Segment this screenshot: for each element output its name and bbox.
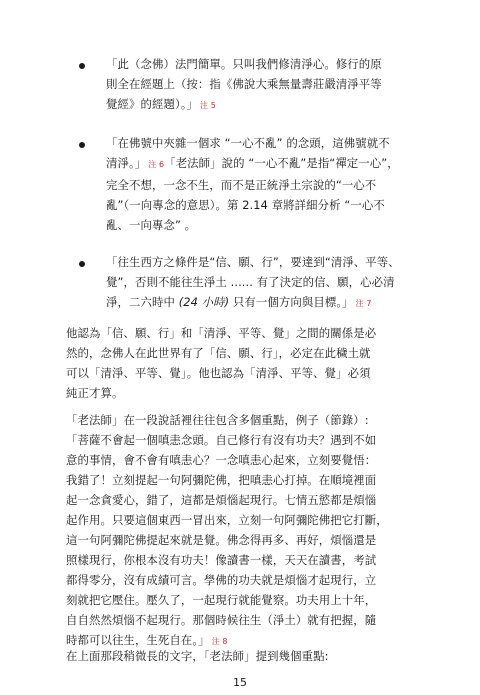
bullet-text [106,133,439,235]
footnote-ref[interactable]: 注 8 [211,637,228,646]
text-line: 起作用。只要這個東西一冒出來，立刻一句阿彌陀佛把它打斷， [66,513,388,527]
bullet-dot-icon [79,63,85,69]
text-line [106,94,439,116]
bullet-list [79,54,439,331]
page-number: 15 [233,676,247,689]
text-line: 亂、一向專念” 。 [106,218,197,232]
italic-text: (24 小時) [178,295,230,309]
text-line [106,153,439,175]
text-line: 都得零分，沒有成績可言。學佛的功夫就是煩惱才起現行，立 [66,573,377,587]
text-line: 照樣現行，你根本沒有功夫！像讀書一樣，天天在讀書，考試 [66,553,377,567]
text-line: 「在佛號中夾雜一個求 “一心不亂” 的念頭，這佛號就不 [106,136,390,150]
text-line: 意的事情，會不會有嗔恚心？一念嗔恚心起來，立刻要覺悟： [66,453,377,467]
text-line: 「往生西方之條件是“信、願、行”，要達到“清淨、平等、 [106,255,400,269]
bullet-item-3 [79,252,439,314]
text-line: 在上面那段稍微長的文字，「老法師」提到幾個重點: [66,649,329,663]
footnote-ref[interactable]: 注 5 [200,101,216,110]
text-segment: 只有一個方向與目標。」 [232,295,354,309]
text-line: 「菩薩不會起一個嗔恚念頭。自己修行有沒有功夫？遇到不如 [66,433,377,447]
text-line: 自自然然煩惱不起現行。那個時候往生（淨土）就有把握，隨 [66,613,377,627]
bullet-dot-icon [79,142,85,148]
bullet-item-1 [79,54,439,116]
text-line: 然的，念佛人在此世界有了「信、願、行」，必定在此穢土就 [66,346,371,360]
text-line: 我錯了！立刻提起一句阿彌陀佛，把嗔恚心打掉。在順境裡面 [66,473,377,487]
text-segment: 淨，二六時中 [106,295,175,309]
text-line: 起一念貪愛心，錯了，這都是煩惱起現行。七情五慾都是煩惱 [66,493,377,507]
text-line [106,292,439,314]
text-segment: 覺經》的經題）。」 [106,97,199,111]
bullet-dot-icon [79,261,85,267]
footnote-ref[interactable]: 注 7 [355,299,372,308]
text-line: 完全不想，一念不生，而不是正統淨土宗說的“一心不 [106,178,377,192]
text-line: 他認為「信、願、行」和「清淨、平等、覺」之間的關係是必 [66,326,377,340]
bullet-text [106,252,439,314]
paragraph-relation [66,323,442,403]
paragraph-summary [66,646,442,666]
text-line: 「老法師」在一段說話裡往往包含多個重點，例子（節錄）: [66,413,369,427]
text-line: 這一句阿彌陀佛提起來就是覺。佛念得再多、再好，煩惱還是 [66,533,377,547]
text-segment: 時都可以往生，生死自在。」 [66,633,210,647]
text-segment: 清淨。」 [106,156,147,170]
bullet-item-2 [79,133,439,235]
text-line: 可以「清淨、平等、覺」。他也認為「清淨、平等、覺」必須 [66,366,371,380]
text-line: 刻就把它壓住。壓久了，一起現行就能覺察。功夫用上十年， [66,593,377,607]
paragraph-quote [66,410,442,652]
text-line: 覺”，否則不能往生淨土 ...... 有了決定的信、願，心必清 [106,275,395,289]
text-segment: 「老法師」說的 “一心不亂”是指“禪定一心”， [164,156,399,170]
text-line: 則全在經題上（按：指《佛說大乘無量壽莊嚴清淨平等 [106,77,382,91]
text-line: 純正才算。 [66,386,124,400]
text-line: 亂”（一向專念的意思）。第 2.14 章將詳細分析 “一心不 [106,198,385,212]
footnote-ref[interactable]: 注 6 [148,160,165,169]
text-line: 「此（念佛）法門簡單。只叫我們修清淨心。修行的原 [106,57,382,71]
bullet-text [106,54,439,116]
